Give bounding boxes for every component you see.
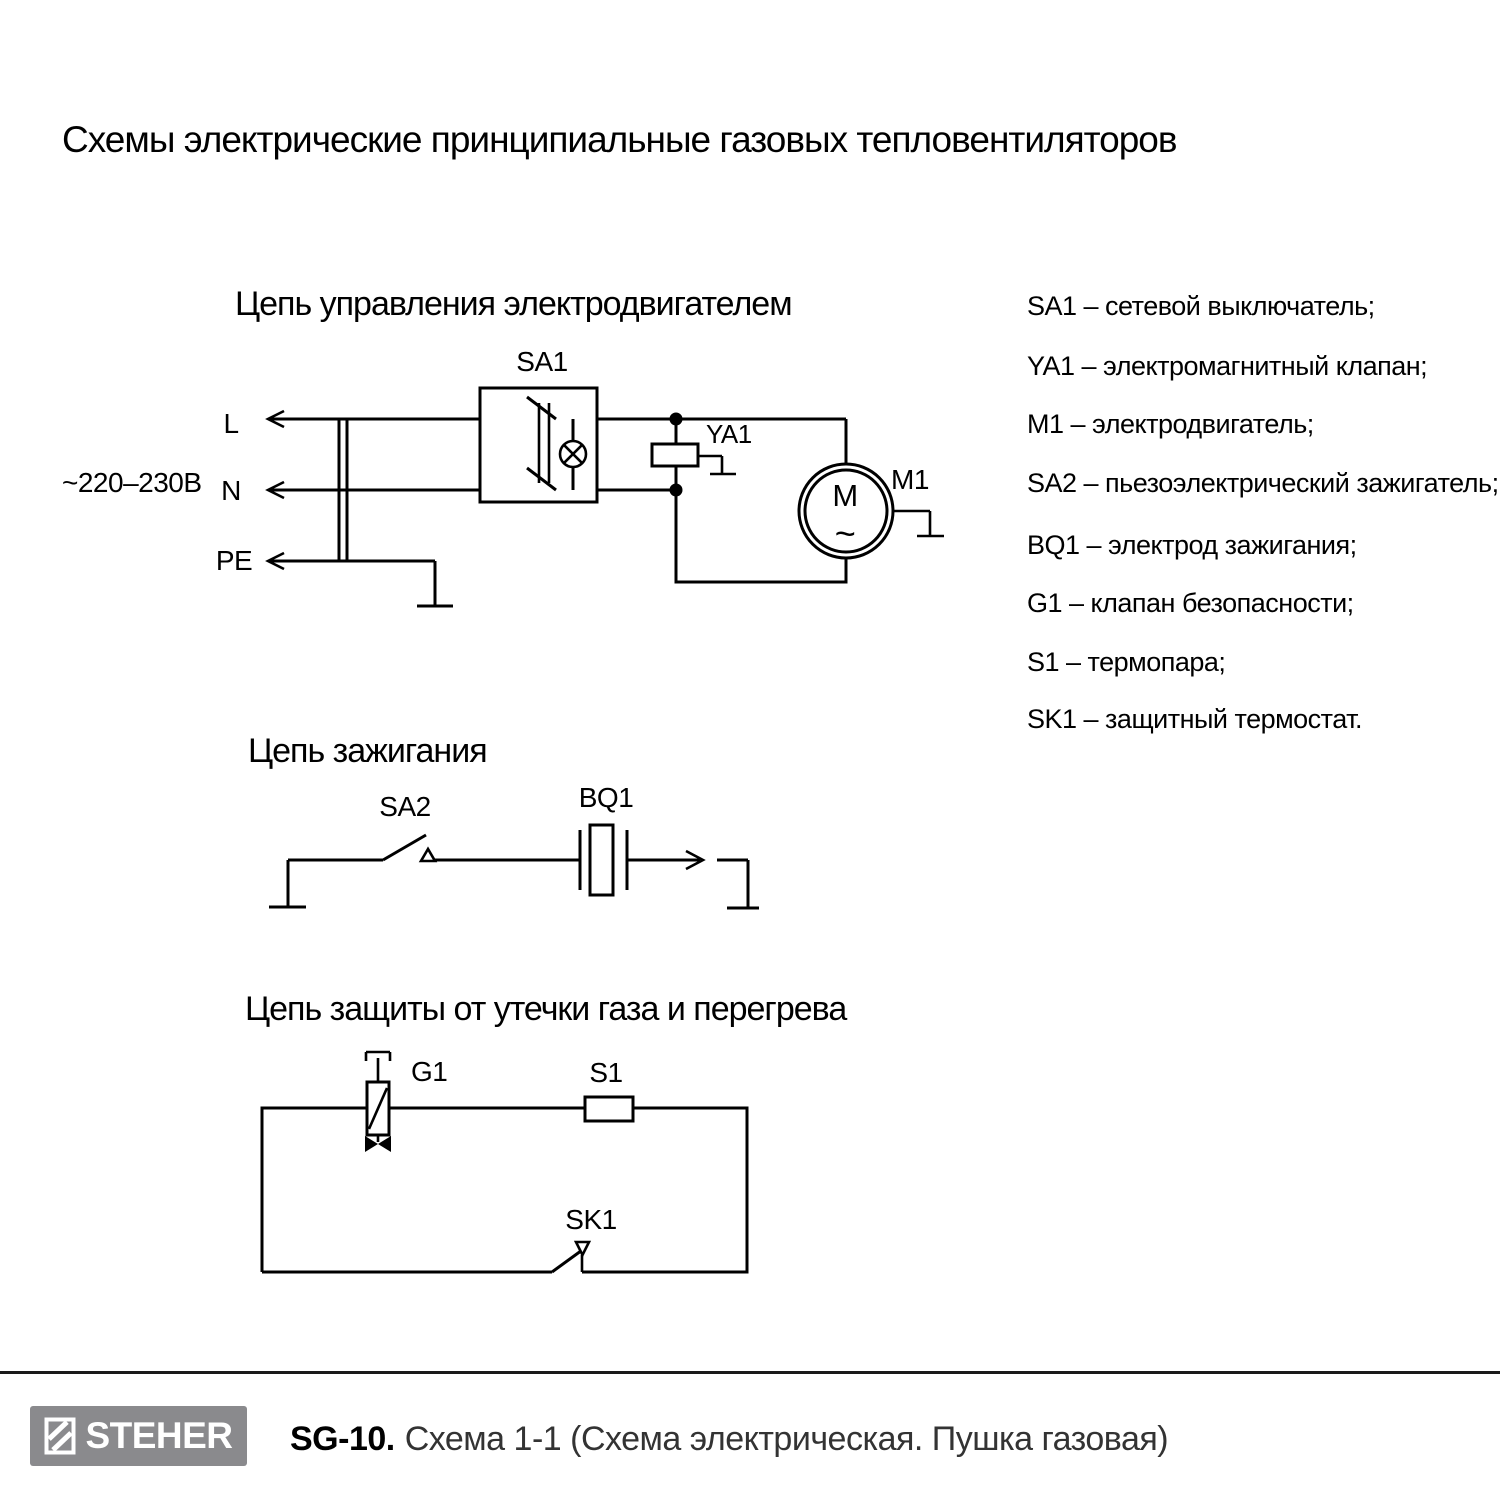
legend-item: BQ1 – электрод зажигания; [1027,530,1357,560]
ignition-circuit-title: Цепь зажигания [248,732,487,770]
brand-glyph-icon [44,1417,76,1455]
wire-l-label: L [223,408,239,439]
s1-body [585,1097,633,1121]
motor-circuit-title: Цепь управления электродвигателем [235,285,792,323]
protection-circuit [245,990,847,1272]
component-legend [1027,291,1499,734]
wire-pe-label: PE [215,545,253,576]
protection-circuit-title: Цепь защиты от утечки газа и перегрева [245,990,847,1028]
legend-item: SK1 – защитный термостат. [1027,704,1363,734]
sheet-title: Схемы электрические принципиальные газовых тепловентиляторов [62,119,1177,160]
s1-label: S1 [589,1057,623,1088]
g1-thermo-head [366,1052,390,1082]
ignition-circuit [248,732,759,908]
sa1-label: SA1 [516,346,568,377]
ya1-label: YA1 [706,419,752,449]
sk1-label: SK1 [565,1204,617,1235]
voltage-label: ~220–230В [62,467,202,498]
wire-n-label: N [221,475,241,506]
footer-caption [290,1419,1168,1459]
motor-control-circuit [62,285,944,606]
legend-item: G1 – клапан безопасности; [1027,588,1354,618]
sa2-pushbutton-icon [421,849,435,861]
legend-item: S1 – термопара; [1027,647,1226,677]
legend-item: YA1 – электромагнитный клапан; [1027,351,1428,381]
motor-ac-symbol: ~ [834,513,856,554]
bq1-label: BQ1 [578,782,634,813]
sa2-blade [383,835,426,860]
ya1-ground [698,456,736,474]
bq1-body [590,825,613,895]
motor-ground [893,511,944,536]
model-number: SG-10. [290,1420,395,1458]
legend-item: SA1 – сетевой выключатель; [1027,291,1375,321]
footer-divider [0,1371,1500,1374]
g1-valve-right-triangle [378,1136,391,1152]
m1-label: M1 [891,464,929,495]
scheme-caption: Схема 1-1 (Схема электрическая. Пушка газовая) [404,1420,1169,1458]
brand-name: STEHER [85,1415,233,1456]
ignition-ground-right [717,860,759,908]
legend-item: SA2 – пьезоэлектрический зажигатель; [1027,468,1499,498]
wire-pe-with-ground [268,561,453,606]
g1-label: G1 [411,1056,448,1087]
protection-loop [262,1108,747,1272]
ya1-coil-box [652,444,698,466]
g1-valve-left-triangle [365,1136,378,1152]
sa2-label: SA2 [379,791,431,822]
brand-logo [30,1406,247,1466]
motor-letter: M [832,478,858,513]
ignition-ground-left [269,860,306,907]
legend-item: M1 – электродвигатель; [1027,409,1314,439]
